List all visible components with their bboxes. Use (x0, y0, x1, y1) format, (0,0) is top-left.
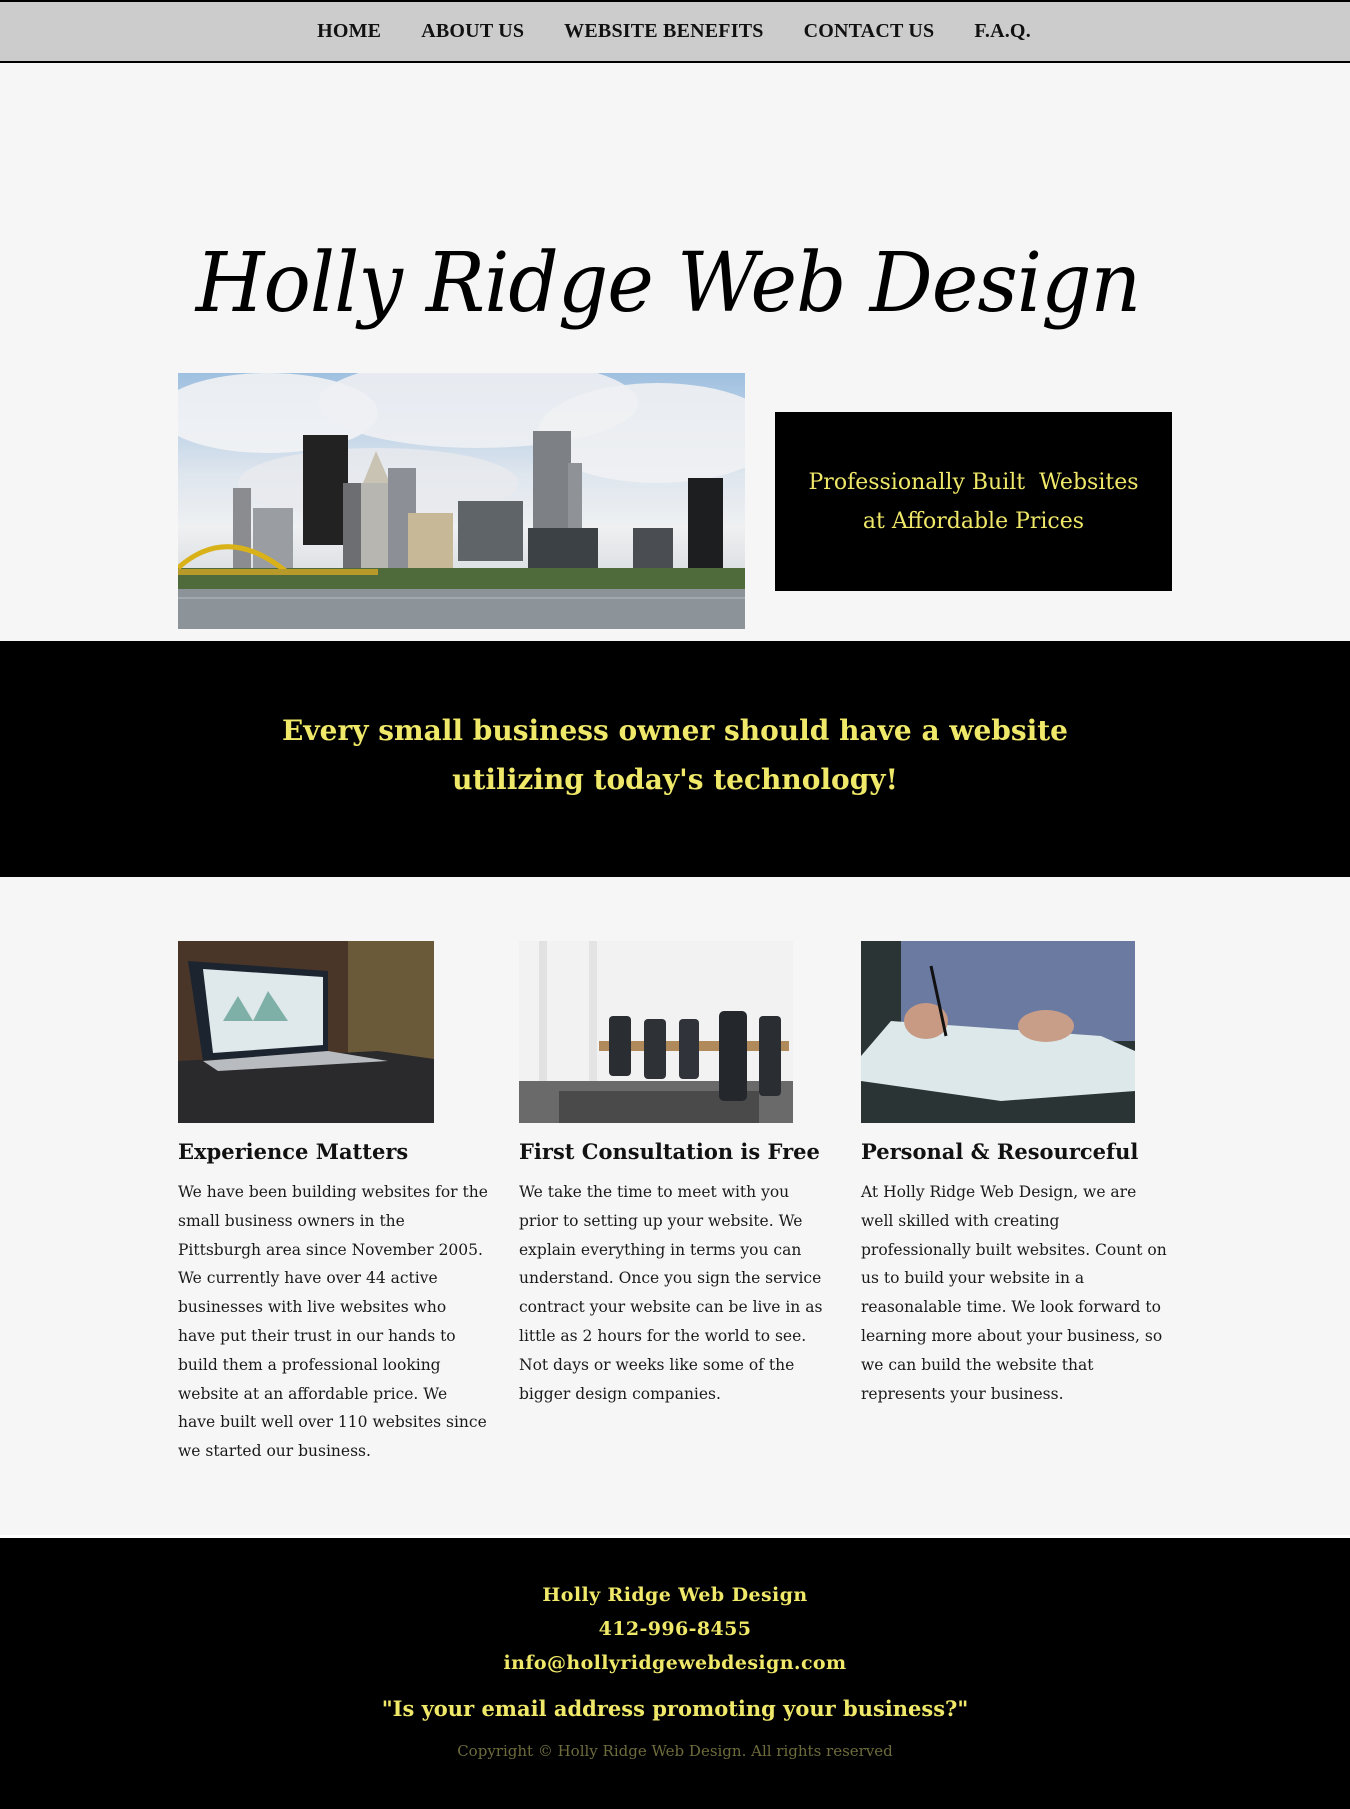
conference-illustration (519, 941, 793, 1123)
feature-body: We take the time to meet with you prior to setting up your website. We explain everything in terms you can understand. Once you sign the service contract your website can be live in as little as 2 hours for the world to see. Not days or weeks like some of the bigger design companies. (519, 1183, 823, 1403)
tagline-box (775, 412, 1172, 591)
signing-document-image (861, 941, 1135, 1123)
feature-body: At Holly Ridge Web Design, we are well skilled with creating professionally built websites. Count on us to build your website in a reasonalable time. We look forward to learning more about your business, so we can build the website that represents your business. (861, 1183, 1167, 1403)
skyline-image (178, 373, 745, 629)
skyline-illustration (178, 373, 745, 629)
signing-illustration (861, 941, 1135, 1123)
nav-website-benefits[interactable]: WEBSITE BENEFITS (564, 20, 764, 42)
nav-faq[interactable]: F.A.Q. (974, 20, 1031, 42)
footer (0, 1535, 1350, 1809)
nav-home[interactable]: HOME (317, 20, 382, 42)
site-logo: Holly Ridge Web Design (195, 235, 1141, 331)
hero-section (0, 63, 1350, 641)
laptop-image (178, 941, 434, 1123)
footer-phone[interactable]: 412-996-8455 (598, 1618, 752, 1640)
footer-email[interactable]: info@hollyridgewebdesign.com (503, 1652, 847, 1674)
banner-headline: Every small business owner should have a website utilizing today's technology! (282, 714, 1068, 796)
features-section (0, 877, 1350, 1535)
laptop-illustration (178, 941, 434, 1123)
nav-contact-us[interactable]: CONTACT US (803, 20, 935, 42)
nav-menu (297, 20, 1051, 43)
footer-slogan: "Is your email address promoting your business?" (381, 1696, 969, 1721)
footer-copyright: Copyright © Holly Ridge Web Design. All rights reserved (457, 1742, 893, 1760)
feature-personal (861, 941, 1171, 1408)
tagline-line-2: at Affordable Prices (862, 508, 1085, 534)
feature-title: First Consultation is Free (519, 1139, 820, 1164)
top-nav (0, 0, 1350, 63)
footer-company-name: Holly Ridge Web Design (542, 1584, 808, 1606)
feature-title: Personal & Resourceful (861, 1139, 1139, 1164)
feature-consultation (519, 941, 829, 1408)
nav-about-us[interactable]: ABOUT US (421, 20, 525, 42)
feature-body: We have been building websites for the small business owners in the Pittsburgh area since November 2005. We currently have over 44 active businesses with live websites who have put their trust in our hands to build them a professional looking website at an affordable price. We have built well over 110 websites since we started our business. (178, 1183, 488, 1461)
tagline-line-1: Professionally Built Websites (808, 469, 1139, 495)
conference-room-image (519, 941, 793, 1123)
banner-section (0, 641, 1350, 877)
feature-title: Experience Matters (178, 1139, 409, 1164)
feature-experience (178, 941, 488, 1466)
